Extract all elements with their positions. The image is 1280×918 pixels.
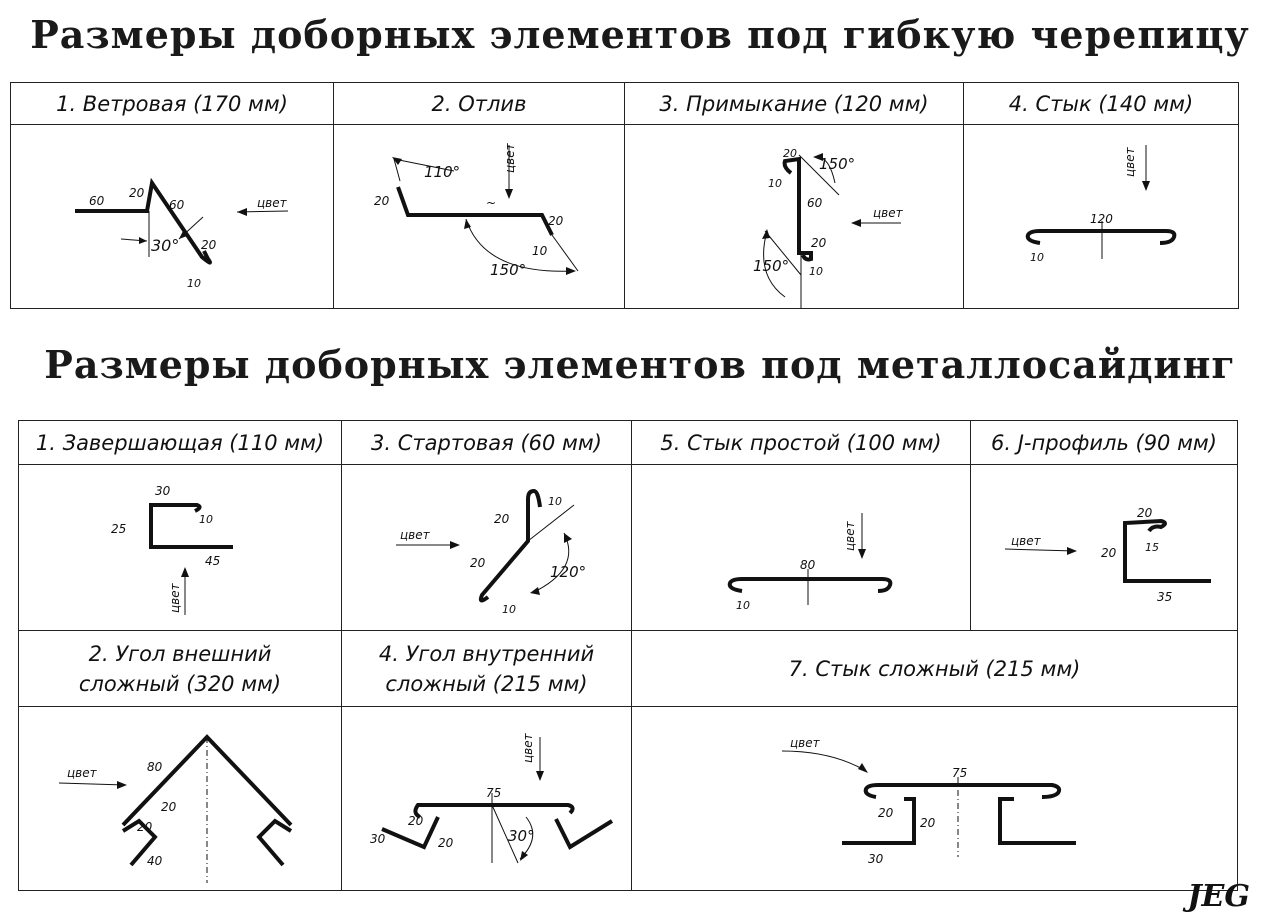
- dim-20b: 20: [920, 816, 936, 830]
- angle-150-top: 150°: [819, 155, 856, 173]
- simple-joint-profile: [632, 465, 971, 631]
- section2-title: Размеры доборных элементов под металлосайдинг: [44, 342, 1236, 387]
- dim-10: 10: [768, 177, 782, 190]
- dim-10b: 10: [502, 603, 516, 616]
- header-starter: 3. Стартовая (60 мм): [342, 421, 632, 465]
- dim-20b: 20: [811, 236, 827, 250]
- header-joint: 4. Стык (140 мм): [964, 83, 1239, 125]
- dim-60: 60: [807, 196, 823, 210]
- color-side-label: цвет: [257, 196, 287, 210]
- color-side-label: цвет: [843, 521, 857, 551]
- header-j-profile: 6. J-профиль (90 мм): [971, 421, 1238, 465]
- header-abutment: 3. Примыкание (120 мм): [625, 83, 964, 125]
- dim-10: 10: [532, 244, 548, 258]
- dim-20b: 20: [438, 836, 454, 850]
- color-side-label: цвет: [1011, 534, 1041, 548]
- dim-75: 75: [952, 766, 968, 780]
- dim-10: 10: [736, 599, 750, 612]
- dim-20: 20: [374, 194, 390, 208]
- tilde-mark: ~: [486, 196, 497, 210]
- color-side-label: цвет: [67, 766, 97, 780]
- header-wind-strip: 1. Ветровая (170 мм): [11, 83, 334, 125]
- angle-150-bottom: 150°: [753, 257, 790, 275]
- dim-15: 15: [1145, 541, 1159, 554]
- outer-corner-profile: [19, 707, 342, 891]
- dim-20b: 20: [470, 556, 486, 570]
- color-side-label: цвет: [790, 736, 820, 750]
- dim-20: 20: [494, 512, 510, 526]
- dim-20b: 20: [201, 238, 217, 252]
- section1-title: Размеры доборных элементов под гибкую черепицу: [30, 12, 1250, 57]
- header-drip: 2. Отлив: [334, 83, 625, 125]
- color-side-label: цвет: [168, 583, 182, 613]
- dim-10: 10: [548, 495, 562, 508]
- dim-20: 20: [408, 814, 424, 828]
- j-profile-profile: [971, 465, 1238, 631]
- dim-40: 40: [147, 854, 163, 868]
- dim-80: 80: [800, 558, 816, 572]
- dim-120: 120: [1090, 212, 1113, 226]
- diagram-cell-drip: [334, 125, 625, 309]
- dim-10: 10: [187, 277, 201, 290]
- diagram-cell-starter: [342, 465, 632, 631]
- dim-20: 20: [783, 147, 797, 160]
- color-side-label: цвет: [400, 528, 430, 542]
- header-simple-joint: 5. Стык простой (100 мм): [632, 421, 971, 465]
- dim-35: 35: [1157, 590, 1173, 604]
- dim-20: 20: [161, 800, 177, 814]
- dim-20: 20: [1137, 506, 1153, 520]
- header-inner-corner: [342, 631, 632, 707]
- wind-strip-profile: [11, 125, 334, 309]
- dim-75: 75: [486, 786, 502, 800]
- diagram-cell-inner-corner: [342, 707, 632, 891]
- angle-120: 120°: [550, 563, 587, 581]
- dim-20b: 20: [137, 820, 153, 834]
- diagram-cell-outer-corner: [19, 707, 342, 891]
- dim-20b: 20: [548, 214, 564, 228]
- color-side-label: цвет: [1123, 147, 1137, 177]
- complex-joint-profile: [632, 707, 1238, 891]
- joint-profile: [964, 125, 1239, 309]
- angle-30: 30°: [151, 236, 180, 255]
- starter-profile: [342, 465, 632, 631]
- dim-60b: 60: [169, 198, 185, 212]
- header-finishing: 1. Завершающая (110 мм): [19, 421, 342, 465]
- dim-30: 30: [155, 484, 171, 498]
- diagram-cell-wind-strip: [11, 125, 334, 309]
- drip-profile: [334, 125, 625, 309]
- dim-10: 10: [1030, 251, 1044, 264]
- color-side-label: цвет: [521, 733, 535, 763]
- roofing-elements-table: [10, 82, 1239, 309]
- dim-30: 30: [370, 832, 386, 846]
- dim-80: 80: [147, 760, 163, 774]
- inner-corner-profile: [342, 707, 632, 891]
- dim-10: 10: [199, 513, 213, 526]
- dim-25: 25: [111, 522, 127, 536]
- header-outer-corner: [19, 631, 342, 707]
- finishing-profile: [19, 465, 342, 631]
- diagram-cell-abutment: [625, 125, 964, 309]
- siding-elements-table: [18, 420, 1238, 891]
- header-outer-corner-line2: сложный (320 мм): [78, 671, 282, 696]
- dim-60: 60: [89, 194, 105, 208]
- header-inner-corner-line2: сложный (215 мм): [385, 671, 588, 696]
- abutment-profile: [625, 125, 964, 309]
- header-outer-corner-line1: 2. Угол внешний: [88, 641, 272, 666]
- dim-30: 30: [868, 852, 884, 866]
- dim-20b: 20: [1101, 546, 1117, 560]
- diagram-cell-simple-joint: [632, 465, 971, 631]
- angle-110: 110°: [424, 163, 461, 181]
- angle-150: 150°: [490, 261, 527, 279]
- color-side-label: цвет: [873, 206, 903, 220]
- angle-30: 30°: [508, 827, 535, 845]
- diagram-cell-finishing: [19, 465, 342, 631]
- diagram-cell-j-profile: [971, 465, 1238, 631]
- dim-20: 20: [129, 186, 145, 200]
- diagram-cell-complex-joint: [632, 707, 1238, 891]
- header-inner-corner-line1: 4. Угол внутренний: [378, 641, 595, 666]
- dim-20: 20: [878, 806, 894, 820]
- dim-10b: 10: [809, 265, 823, 278]
- color-side-label: цвет: [503, 143, 517, 173]
- diagram-cell-joint: [964, 125, 1239, 309]
- author-signature: JEG: [1187, 879, 1250, 914]
- header-complex-joint: 7. Стык сложный (215 мм): [632, 631, 1238, 707]
- dim-45: 45: [205, 554, 221, 568]
